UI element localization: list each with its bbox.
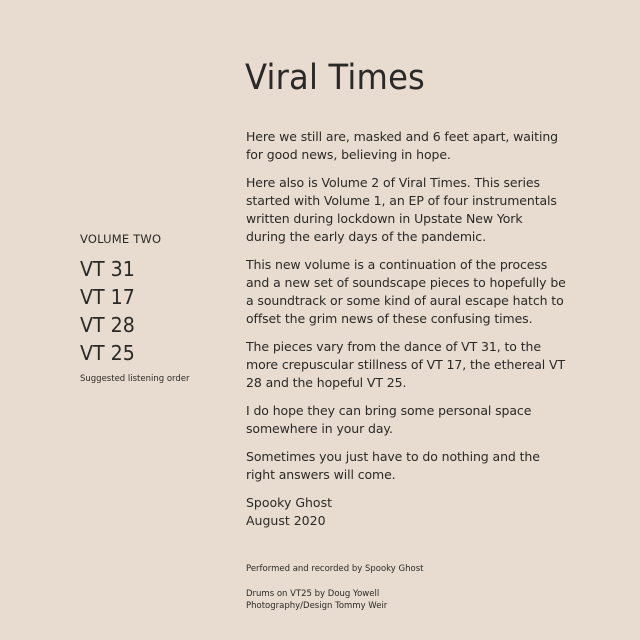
track-item: VT 28 bbox=[80, 313, 135, 337]
track-sidebar bbox=[80, 232, 230, 385]
paragraph: I do hope they can bring some personal space somewhere in your day. bbox=[246, 403, 532, 436]
track-item: VT 25 bbox=[80, 341, 135, 365]
credits bbox=[246, 563, 566, 612]
liner-notes bbox=[246, 128, 566, 530]
signature-date: August 2020 bbox=[246, 513, 326, 528]
credit-performed: Performed and recorded by Spooky Ghost bbox=[246, 564, 424, 574]
credit-drums: Drums on VT25 by Doug Yowell bbox=[246, 589, 380, 599]
credit-design: Photography/Design Tommy Weir bbox=[246, 601, 388, 611]
track-item: VT 17 bbox=[80, 285, 135, 309]
signature-name: Spooky Ghost bbox=[246, 495, 332, 510]
paragraph: Sometimes you just have to do nothing and the right answers will come. bbox=[246, 449, 540, 482]
volume-label: VOLUME TWO bbox=[80, 232, 162, 246]
page-title: Viral Times bbox=[245, 58, 426, 98]
paragraph: Here also is Volume 2 of Viral Times. This series started with Volume 1, an EP of four instrumentals written during lockdown in Upstate New York during the early days of the pandemic. bbox=[246, 175, 557, 244]
listening-order-note: Suggested listening order bbox=[80, 374, 190, 384]
paragraph: Here we still are, masked and 6 feet apart, waiting for good news, believing in hope. bbox=[246, 129, 559, 162]
track-item: VT 31 bbox=[80, 257, 135, 281]
track-list bbox=[80, 255, 230, 367]
paragraph: The pieces vary from the dance of VT 31, to the more crepuscular stillness of VT 17, the ethereal VT 28 and the hopeful VT 25. bbox=[246, 339, 566, 390]
paragraph: This new volume is a continuation of the process and a new set of soundscape pieces to hopefully be a soundtrack or some kind of aural escape hatch to offset the grim news of these confusing times. bbox=[246, 257, 566, 326]
